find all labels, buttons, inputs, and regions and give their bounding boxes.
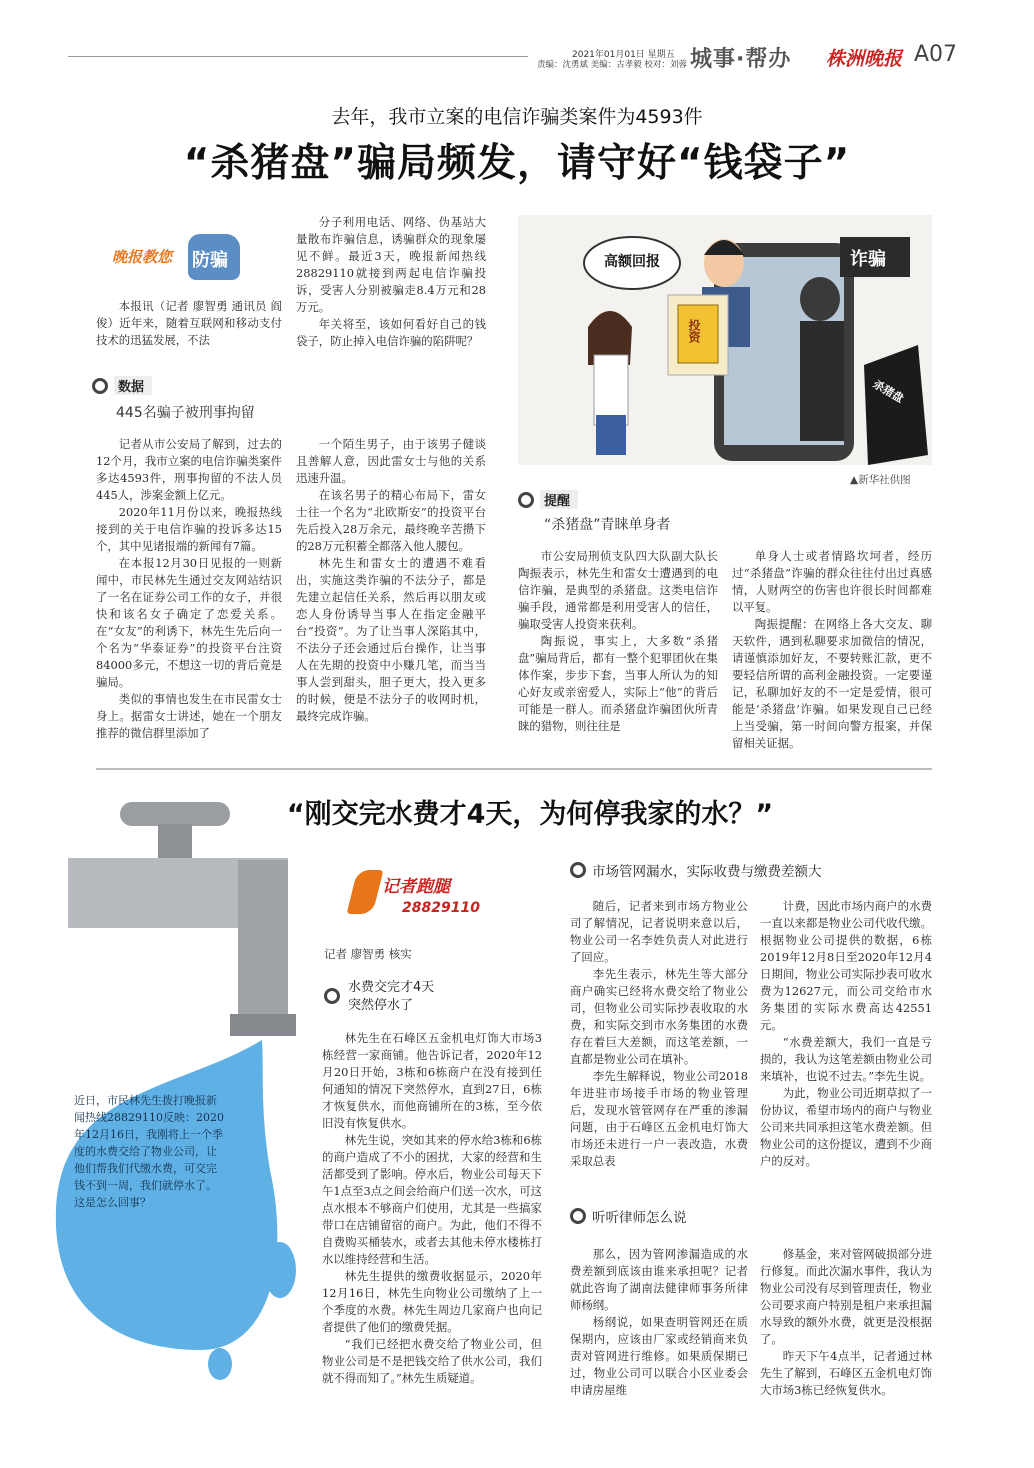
paragraph: 那么，因为管网渗漏造成的水费差额到底该由谁来承担呢？记者就此咨询了湖南法健律师事务所律师杨纲。: [570, 1247, 748, 1312]
paragraph: 随后，记者来到市场方物业公司了解情况，记者说明来意以后，物业公司一名李姓负责人对此进行了回应。: [570, 899, 748, 964]
investment-bag-label: 投资: [687, 319, 701, 343]
paragraph: 本报讯（记者 廖智勇 通讯员 阎俊）近年来，随着互联网和移动支付技术的迅猛发展，不法: [96, 299, 282, 347]
story1-col-a: [96, 436, 282, 742]
section-remind-heading: [518, 490, 578, 509]
story1-col-c: [518, 548, 718, 735]
pig-butchering-tag: 杀猪盘: [870, 377, 906, 406]
circle-bullet-icon: [92, 378, 108, 394]
story1-col-b-top: [296, 214, 486, 350]
photo-credit: ▲新华社供图: [850, 474, 911, 486]
paragraph: “水费差额大，我们一直是亏损的，我认为这笔差额由物业公司来填补，也说不过去。”李先生说。: [760, 1035, 932, 1083]
section-name: 城事·帮办: [690, 47, 792, 72]
masthead-date: 2021年01月01日 星期五: [572, 50, 675, 60]
paragraph: “我们已经把水费交给了物业公司，但物业公司是不是把钱交给了供水公司，我们就不得而知了。”林先生质疑道。: [322, 1337, 542, 1385]
circle-bullet-icon: [324, 988, 340, 1004]
paragraph: 年关将至，该如何看好自己的钱袋子，防止掉入电信诈骗的陷阱呢？: [296, 317, 486, 348]
sec2-title: 市场管网漏水，实际收费与缴费差额大: [592, 864, 822, 880]
story2-col-f: [570, 898, 748, 1170]
story1-col-d: [732, 548, 932, 752]
speech-bubble-label: 高额回报: [604, 254, 660, 270]
story1-intro: [96, 298, 282, 349]
badge-text: 晚报教您: [112, 248, 173, 266]
paragraph: 在该名男子的精心布局下，雷女士往一个名为“北欧斯安”的投资平台先后投入28万余元，最终晚辛苦攒下的28万元积蓄全都落入他人腰包。: [296, 488, 486, 553]
paragraph: 林先生在石峰区五金机电灯饰大市场3栋经营一家商铺。他告诉记者，2020年12月20日开始，3栋和6栋商户在没有接到任何通知的情况下突然停水，直到27日，6栋才恢复供水，而他商铺所在的3栋，至今依旧没有恢复供水。: [322, 1031, 542, 1130]
paragraph: 记者从市公安局了解到，过去的12个月，我市立案的电信诈骗类案件多达4593件，刑事拘留的不法人员445人，涉案金额上亿元。: [96, 437, 282, 502]
story2-col-h: [570, 1246, 748, 1399]
sec1-title-line2: 突然停水了: [348, 998, 414, 1013]
story2-sec3-heading: [570, 1206, 687, 1226]
masthead-rule-left: [68, 56, 528, 57]
story1-subtitle: 去年，我市立案的电信诈骗类案件为4593件: [331, 106, 703, 128]
paragraph: 单身人士或者情路坎坷者，经历过“杀猪盘”诈骗的群众往往付出过真感情，人财两空的伤害也许很长时间都难以平复。: [732, 549, 932, 614]
paragraph: 李先生解释说，物业公司2018年进驻市场接手市场的物业管理后，发现水管管网存在严重的渗漏问题，由于石峰区五金机电灯饰大市场还未进行一户一表改造，水费采取总表: [570, 1069, 748, 1168]
paragraph: 陶振提醒：在网络上各大交友、聊天软件，遇到私聊要求加微信的情况，请谨慎添加好友，不要转账汇款，更不要轻信所谓的高利金融投资。一定要谨记，私聊加好友的不一定是爱情，很可能是‘杀猪盘’诈骗。如果发现自己已经上当受骗，第一时间向警方报案，并保留相关证据。: [732, 617, 932, 750]
paragraph: 李先生表示，林先生等大部分商户确实已经将水费交给了物业公司，但物业公司实际抄表收取的水费，和实际交到市水务集团的水费存在着巨大差额，而这笔差额，一直都是物业公司在填补。: [570, 967, 748, 1066]
page-number: A07: [914, 42, 958, 67]
paragraph: 杨纲说，如果查明管网还在质保期内，应该由厂家或经销商来负责对管网进行维修。如果质保期已过，物业公司可以联合小区业委会申请房屋维: [570, 1315, 748, 1397]
story1-title: “杀猪盘”骗局频发，请守好“钱袋子”: [183, 141, 851, 186]
sec3-title: 听听律师怎么说: [592, 1210, 687, 1226]
story2-col-g: [760, 898, 932, 1170]
paragraph: 昨天下午4点半，记者通过林先生了解到，石峰区五金机电灯饰大市场3栋已经恢复供水。: [760, 1349, 932, 1397]
story2-title: “刚交完水费才4天，为何停我家的水？”: [286, 799, 774, 830]
story-divider: [96, 768, 932, 770]
fraud-sign-label: 诈骗: [850, 249, 886, 270]
sec1-title-line1: 水费交完才4天: [348, 980, 435, 995]
paragraph: 陶振说，事实上，大多数“杀猪盘”骗局背后，都有一整个犯罪团伙在集体作案，步步下套，当事人所认为的知心好友或亲密爱人，实际上“他”的背后可能是一群人。而杀猪盘诈骗团伙所青睐的猎物，则往往是: [518, 634, 718, 733]
paragraph: 一个陌生男子，由于该男子健谈且善解人意，因此雷女士与他的关系迅速升温。: [296, 437, 486, 485]
paragraph: 林先生提供的缴费收据显示，2020年12月16日，林先生向物业公司缴纳了上一个季度的水费。林先生周边几家商户也向记者提供了他们的缴费凭据。: [322, 1269, 542, 1334]
paragraph: 市公安局刑侦支队四大队副大队长陶振表示，林先生和雷女士遭遇到的电信诈骗，是典型的杀猪盘。这类电信诈骗手段，通常都是利用受害人的信任，骗取受害人投资来获利。: [518, 549, 718, 631]
fraud-illustration: [518, 215, 932, 465]
paragraph: 计费，因此市场内商户的水费一直以来都是物业公司代收代缴。根据物业公司提供的数据，6栋2019年12月8日至2020年12月4日期间，物业公司实际抄表可收水费为12627元，而公司交给市水务集团的实际水费高达42551元。: [760, 899, 932, 1032]
paragraph: 2020年11月份以来，晚报热线接到的关于电信诈骗的投诉多达15个，其中见诸报端的新闻有7篇。: [96, 505, 282, 553]
section-remind-title: “杀猪盘”青睐单身者: [544, 517, 671, 533]
kicker-label: 提醒: [540, 490, 578, 509]
story2-col-e: [322, 1030, 542, 1387]
paragraph: 分子利用电话、网络、伪基站大量散布诈骗信息，诱骗群众的现象屡见不鲜。最近3天，晚报新闻热线28829110就接到两起电信诈骗投诉，受害人分别被骗走8.4万元和28万元。: [296, 215, 486, 314]
paragraph: 林先生说，突如其来的停水给3栋和6栋的商户造成了不小的困扰，大家的经营和生活都受到了影响。停水后，物业公司每天下午1点至3点之间会给商户们送一次水，可这点水根本不够商户们使用，尤其是一些搞家带口在店铺留宿的商户。为此，他们不得不自费购买桶装水，或者去其他未停水楼栋打水以维持经营和生活。: [322, 1133, 542, 1266]
story2-col-i: [760, 1246, 932, 1399]
paper-logo: 株洲晚报: [826, 48, 903, 70]
paragraph: 修基金，来对管网破损部分进行修复。而此次漏水事件，我认为物业公司没有尽到管理责任，物业公司要求商户特别是租户来承担漏水导致的额外水费，就更是没根据了。: [760, 1247, 932, 1346]
circle-bullet-icon: [570, 862, 586, 878]
masthead-editors: 责编：沈勇斌 美编：古孝毅 校对：刘蓉: [537, 60, 687, 70]
paragraph: 类似的事情也发生在市民雷女士身上。据雷女士讲述，她在一个朋友推荐的微信群里添加了: [96, 692, 282, 740]
paragraph: 在本报12月30日见报的一则新闻中，市民林先生通过交友网站结识了一名在证券公司工作的女子，并很快和该名女子确定了恋爱关系。在“女友”的利诱下，林先生先后向一个名为“华泰证券”的投资平台注资84000多元，不想这一切的背后竟是骗局。: [96, 556, 282, 689]
story2-sec2-heading: [570, 860, 822, 880]
section-data-heading: [92, 376, 152, 395]
story2-byline: 记者 廖智勇 核实: [324, 947, 412, 961]
paragraph: 林先生和雷女士的遭遇不难看出，实施这类诈骗的不法分子，都是先建立起信任关系，然后再以朋友或恋人身份诱导当事人在指定金融平台“投资”。为了让当事人深陷其中，不法分子还会通过后台操作，让当事人在先期的投资中小赚几笔，而当当事人尝到甜头，胆子更大，投入更多的时候，便是不法分子的收网时机，最终完成诈骗。: [296, 556, 486, 723]
kicker-label: 数据: [114, 376, 152, 395]
paragraph: 为此，物业公司近期草拟了一份协议，希望市场内的商户与物业公司来共同承担这笔水费差额。但物业公司的这份提议，遭到不少商户的反对。: [760, 1086, 932, 1168]
section-data-title: 445名骗子被刑事拘留: [116, 405, 255, 421]
logo-hotline: 28829110: [402, 900, 480, 916]
circle-bullet-icon: [570, 1208, 586, 1224]
reporter-legwork-logo: [346, 864, 506, 924]
water-drop-text: 近日，市民林先生拨打晚报新闻热线28829110反映：2020年12月16日，我刚将上一个季度的水费交给了物业公司，让他们帮我们代缴水费，可交完钱不到一周，我们就停水了。这是怎么回事？: [74, 1094, 224, 1209]
circle-bullet-icon: [518, 492, 534, 508]
logo-text: 记者跑腿: [382, 877, 450, 897]
anti-fraud-badge: [112, 234, 240, 280]
story1-col-b: [296, 436, 486, 725]
running-man-icon: [347, 870, 384, 914]
badge-big: 防骗: [192, 250, 228, 271]
